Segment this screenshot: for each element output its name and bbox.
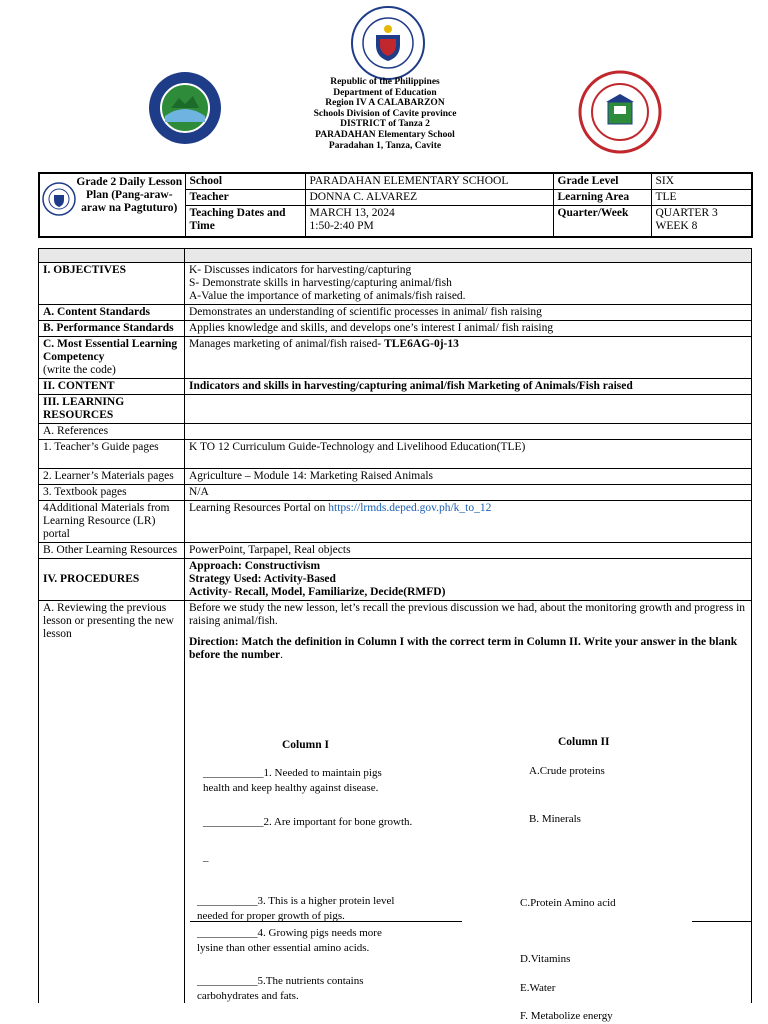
plan-title: Grade 2 Daily Lesson Plan (Pang-araw-araw na Pagtuturo) xyxy=(76,176,183,214)
teachers-guide-row xyxy=(39,440,752,469)
teacher-value: DONNA C. ALVAREZ xyxy=(305,190,553,206)
letterhead-line: Schools Division of Cavite province xyxy=(313,108,457,119)
approach: Approach: Constructivism xyxy=(189,560,321,572)
review-label: A. Reviewing the previous lesson or presenting the new lesson xyxy=(39,601,185,1004)
learning-resources-label: III. LEARNING RESOURCES xyxy=(39,395,185,424)
time-text: 1:50-2:40 PM xyxy=(309,220,374,232)
content-standards-value: Demonstrates an understanding of scientific processes in animal/ fish raising xyxy=(185,305,752,321)
portal-text: Learning Resources Portal on xyxy=(189,502,329,514)
letterhead-line: DISTRICT of Tanza 2 xyxy=(340,119,430,130)
school-value: PARADAHAN ELEMENTARY SCHOOL xyxy=(305,173,553,190)
quarter-text: QUARTER 3 xyxy=(655,207,718,219)
references-label: A. References xyxy=(39,424,185,440)
content-standards-row xyxy=(39,305,752,321)
lesson-plan-table xyxy=(38,248,752,1003)
answer-blank[interactable]: ___________ xyxy=(203,767,264,779)
additional-materials-value xyxy=(185,501,752,543)
item-text: 3. This is a higher protein level needed for proper growth of pigs. xyxy=(197,895,395,922)
teachers-guide-value: K TO 12 Curriculum Guide-Technology and Livelihood Education(TLE) xyxy=(185,440,752,469)
matching-item-2 xyxy=(203,815,413,830)
objective-attitude: A-Value the importance of marketing of animals/fish raised. xyxy=(189,290,466,302)
additional-materials-label: 4Additional Materials from Learning Resource (LR) portal xyxy=(39,501,185,543)
activity: Activity- Recall, Model, Familiarize, Decide(RMFD) xyxy=(189,586,446,598)
choice-e: E.Water xyxy=(520,982,556,994)
answer-blank[interactable]: ___________ xyxy=(197,975,258,987)
answer-blank[interactable]: ___________ xyxy=(203,816,264,828)
item-text: 1. Needed to maintain pigs health and keep healthy against disease. xyxy=(203,767,382,794)
other-resources-value: PowerPoint, Tarpapel, Real objects xyxy=(185,543,752,559)
direction-end: . xyxy=(280,649,284,661)
quarter-week-value xyxy=(651,206,752,238)
learning-resources-row xyxy=(39,395,752,424)
melc-value-cell xyxy=(185,337,752,379)
procedures-label: IV. PROCEDURES xyxy=(39,559,185,601)
melc-note: (write the code) xyxy=(43,364,116,376)
divider-line-left xyxy=(190,921,462,922)
school-label: School xyxy=(185,173,305,190)
choice-a: A.Crude proteins xyxy=(529,765,605,777)
teacher-label: Teacher xyxy=(185,190,305,206)
answer-blank[interactable]: ___________ xyxy=(197,895,258,907)
school-seal xyxy=(578,70,662,154)
objectives-row xyxy=(39,263,752,305)
learners-materials-label: 2. Learner’s Materials pages xyxy=(39,469,185,485)
direction-text: Direction: Match the definition in Column I with the correct term in Column II. Write your answer in the blank before the number xyxy=(189,636,738,661)
textbook-row xyxy=(39,485,752,501)
choice-d: D.Vitamins xyxy=(520,953,571,965)
melc-row xyxy=(39,337,752,379)
plan-title-cell xyxy=(39,173,185,237)
lesson-info-table xyxy=(38,172,753,238)
melc-label-cell xyxy=(39,337,185,379)
grade-level-value: SIX xyxy=(651,173,752,190)
letterhead-line: PARADAHAN Elementary School xyxy=(315,129,455,140)
choice-f: F. Metabolize energy xyxy=(520,1010,613,1022)
letterhead xyxy=(230,77,540,151)
matching-item-1 xyxy=(203,766,393,796)
content-label: II. CONTENT xyxy=(39,379,185,395)
column-2-title: Column II xyxy=(558,736,610,748)
divider-line-right xyxy=(692,921,751,922)
district-seal xyxy=(147,70,223,146)
matching-item-3 xyxy=(197,894,402,924)
review-row xyxy=(39,601,752,1004)
objectives-value xyxy=(185,263,752,305)
performance-standards-label: B. Performance Standards xyxy=(39,321,185,337)
choice-b: B. Minerals xyxy=(529,813,581,825)
date-text: MARCH 13, 2024 xyxy=(309,207,395,219)
item-text: 2. Are important for bone growth. xyxy=(263,816,413,828)
textbook-label: 3. Textbook pages xyxy=(39,485,185,501)
stray-mark: _ xyxy=(203,851,209,863)
deped-seal-icon xyxy=(42,182,76,216)
item-text: 4. Growing pigs needs more lysine than other essential amino acids. xyxy=(197,927,382,954)
shaded-spacer-row xyxy=(39,249,752,263)
grade-level-label: Grade Level xyxy=(553,173,651,190)
direction-block xyxy=(189,636,747,662)
week-text: WEEK 8 xyxy=(655,220,698,232)
melc-label: C. Most Essential Learning Competency xyxy=(43,338,178,363)
learning-area-label: Learning Area xyxy=(553,190,651,206)
procedures-value xyxy=(185,559,752,601)
learners-materials-row xyxy=(39,469,752,485)
teaching-dates-label: Teaching Dates and Time xyxy=(185,206,305,238)
strategy: Strategy Used: Activity-Based xyxy=(189,573,336,585)
matching-item-4 xyxy=(197,926,382,956)
teaching-dates-value xyxy=(305,206,553,238)
teachers-guide-label: 1. Teacher’s Guide pages xyxy=(39,440,185,469)
textbook-value: N/A xyxy=(185,485,752,501)
melc-code: TLE6AG-0j-13 xyxy=(384,338,459,350)
content-standards-label: A. Content Standards xyxy=(39,305,185,321)
deped-seal xyxy=(350,5,426,81)
other-resources-row xyxy=(39,543,752,559)
review-text: Before we study the new lesson, let’s recall the previous discussion we had, about the monitoring growth and progress in raising animal/fish. xyxy=(189,602,746,627)
performance-standards-row xyxy=(39,321,752,337)
objective-knowledge: K- Discusses indicators for harvesting/capturing xyxy=(189,264,412,276)
letterhead-line: Region IV A CALABARZON xyxy=(325,98,445,109)
procedures-row xyxy=(39,559,752,601)
additional-materials-row xyxy=(39,501,752,543)
content-value: Indicators and skills in harvesting/capturing animal/fish Marketing of Animals/Fish raised xyxy=(185,379,752,395)
references-row xyxy=(39,424,752,440)
other-resources-label: B. Other Learning Resources xyxy=(39,543,185,559)
letterhead-line: Department of Education xyxy=(333,87,437,98)
letterhead-line: Paradahan 1, Tanza, Cavite xyxy=(328,140,442,151)
letterhead-line: Republic of the Philippines xyxy=(330,77,440,87)
content-row xyxy=(39,379,752,395)
melc-value: Manages marketing of animal/fish raised- xyxy=(189,338,385,350)
objectives-label: I. OBJECTIVES xyxy=(39,263,185,305)
performance-standards-value: Applies knowledge and skills, and develops one’s interest I animal/ fish raising xyxy=(185,321,752,337)
matching-item-5 xyxy=(197,974,397,1004)
column-1-title: Column I xyxy=(282,739,329,751)
quarter-week-label: Quarter/Week xyxy=(553,206,651,238)
learning-area-value: TLE xyxy=(651,190,752,206)
lrmds-link[interactable]: https://lrmds.deped.gov.ph/k_to_12 xyxy=(328,502,492,514)
learners-materials-value: Agriculture – Module 14: Marketing Raised Animals xyxy=(185,469,752,485)
choice-c: C.Protein Amino acid xyxy=(520,897,616,909)
item-text: 5.The nutrients contains carbohydrates and fats. xyxy=(197,975,364,1002)
objective-skill: S- Demonstrate skills in harvesting/capturing animal/fish xyxy=(189,277,452,289)
answer-blank[interactable]: ___________ xyxy=(197,927,258,939)
